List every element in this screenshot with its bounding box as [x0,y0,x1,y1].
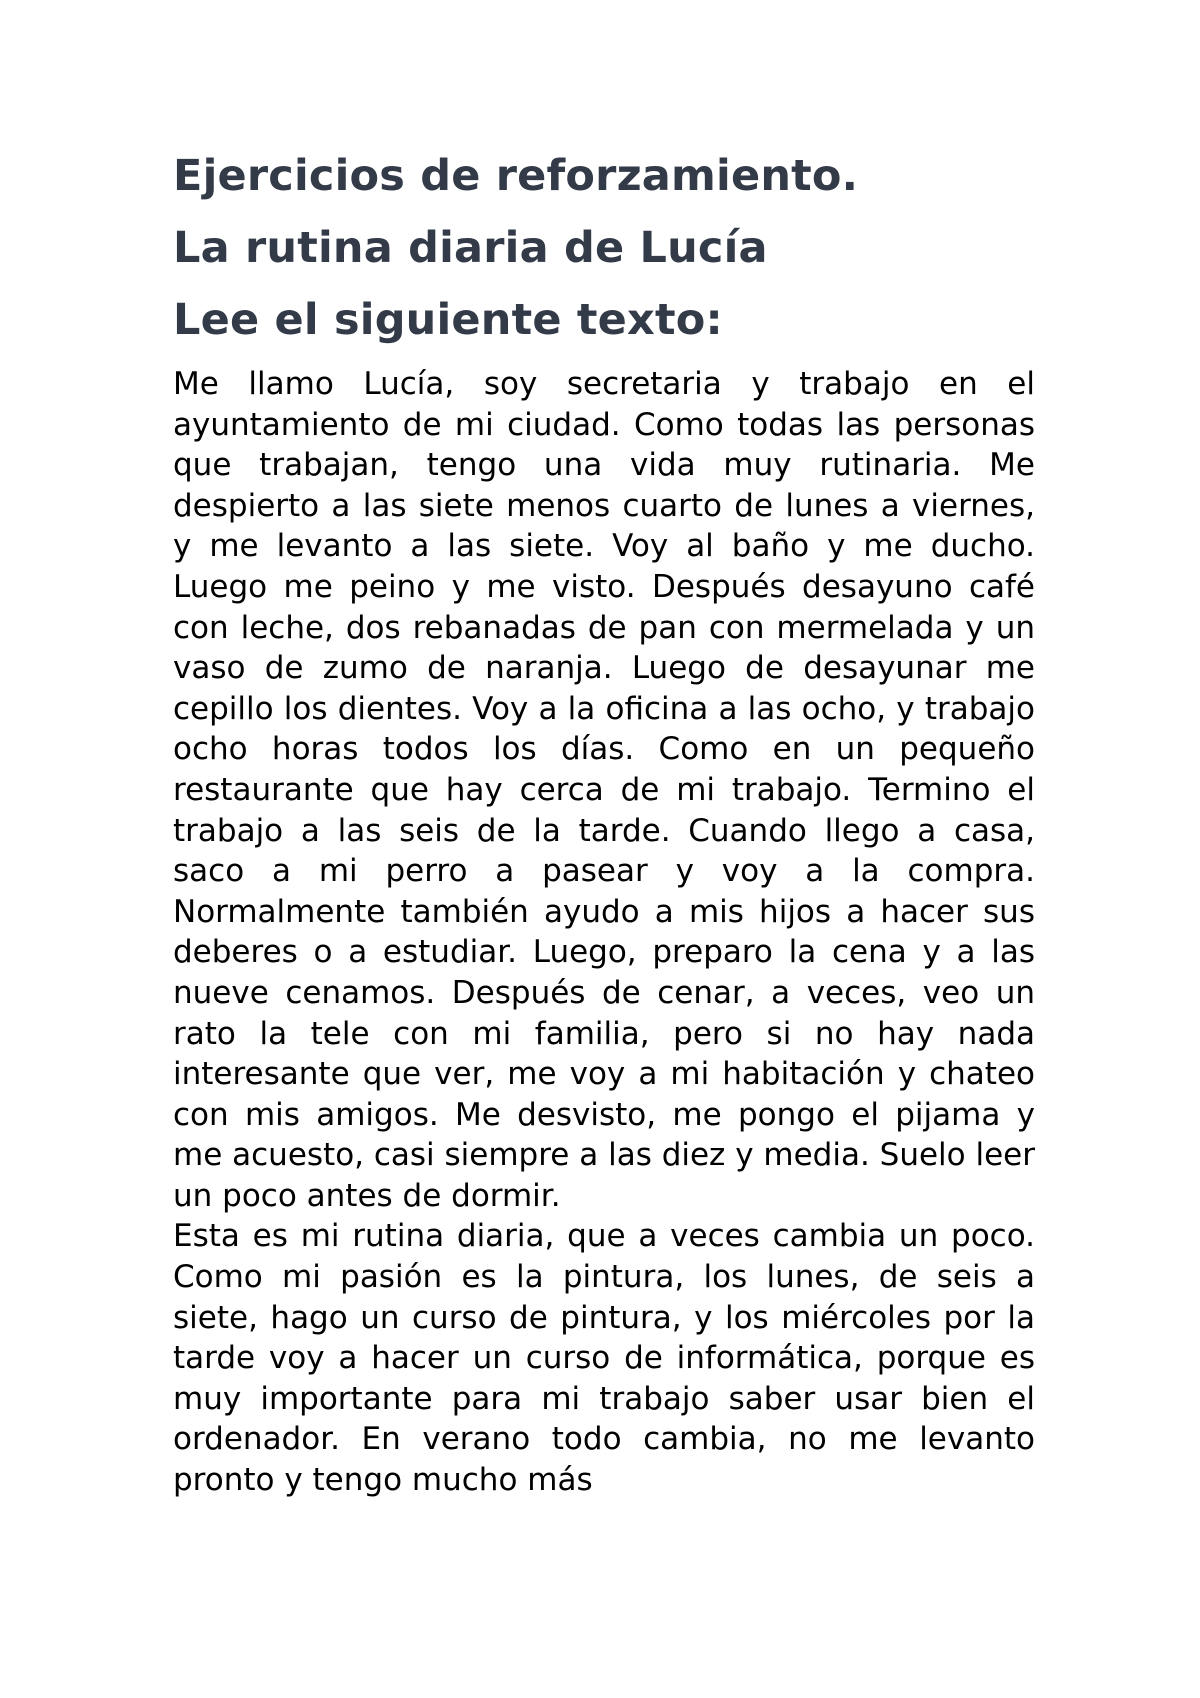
instruction-heading: Lee el siguiente texto: [173,295,723,345]
paragraph-1: Me llamo Lucía, soy secretaria y trabajo en el ayuntamiento de mi ciudad. Como todas las personas que trabajan, tengo una vida muy rutinaria. Me despierto a las siete menos cuarto de lunes a viernes, y me levanto a las siete. Voy al baño y me ducho. Luego me peino y me visto. Después desayuno café con leche, dos rebanadas de pan con mermelada y un vaso de zumo de naranja. Luego de desayunar me cepillo los dientes. Voy a la oficina a las ocho, y trabajo ocho horas todos los días. Como en un pequeño restaurante que hay cerca de mi trabajo. Termino el trabajo a las seis de la tarde. Cuando llego a casa, saco a mi perro a pasear y voy a la compra. Normalmente también ayudo a mis hijos a hacer sus deberes o a estudiar. Luego, preparo la cena y a las nueve cenamos. Después de cenar, a veces, veo un rato la tele con mi familia, pero si no hay nada interesante que ver, me voy a mi habitación y chateo con mis amigos. Me desvisto, me pongo el pijama y me acuesto, casi siempre a las diez y media. Suelo leer un poco antes de dormir. [173,366,1035,1214]
reading-text [173,364,1035,1501]
document-title: Ejercicios de reforzamiento. [173,151,859,201]
paragraph-2: Esta es mi rutina diaria, que a veces cambia un poco. Como mi pasión es la pintura, los lunes, de seis a siete, hago un curso de pintura, y los miércoles por la tarde voy a hacer un curso de informática, porque es muy importante para mi trabajo saber usar bien el ordenador. En verano todo cambia, no me levanto pronto y tengo mucho más [173,1218,1035,1499]
document-subtitle: La rutina diaria de Lucía [173,223,768,273]
document-page [173,140,1035,1501]
